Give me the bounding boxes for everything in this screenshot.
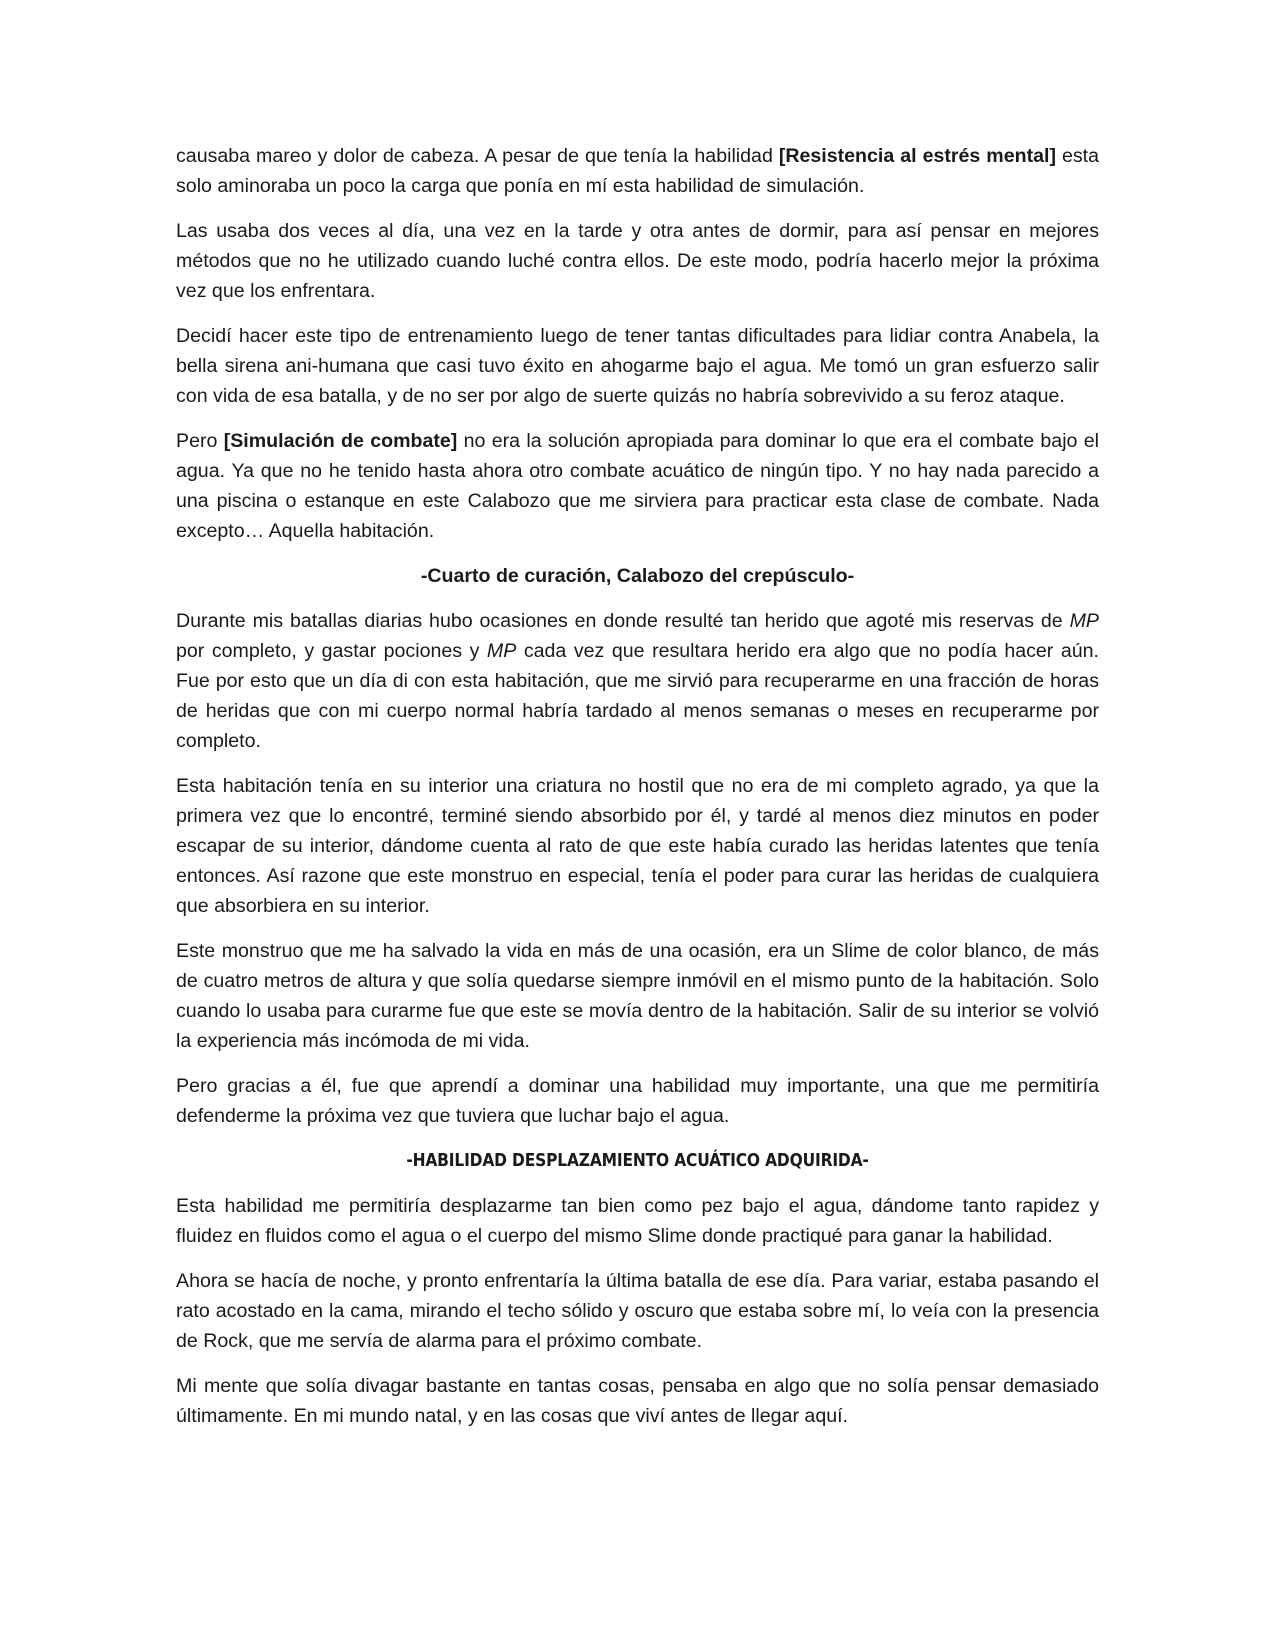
paragraph-9: Esta habilidad me permitiría desplazarme tan bien como pez bajo el agua, dándome tanto rapidez y fluidez en fluidos como el agua o el cuerpo del mismo Slime donde practiqué para ganar la habilidad.: [176, 1195, 1099, 1247]
paragraph-8: Pero gracias a él, fue que aprendí a dominar una habilidad muy importante, una que me permitiría defenderme la próxima vez que tuviera que luchar bajo el agua.: [176, 1075, 1099, 1127]
scene-heading: -Cuarto de curación, Calabozo del crepúsculo-: [420, 565, 855, 587]
skill-name: [Simulación de combate]: [223, 430, 458, 452]
paragraph-10: Ahora se hacía de noche, y pronto enfrentaría la última batalla de ese día. Para variar, estaba pasando el rato acostado en la cama, mirando el techo sólido y oscuro que estaba sobre mí, lo veía con la presencia de Rock, que me servía de alarma para el próximo combate.: [176, 1270, 1099, 1352]
paragraph-7: Este monstruo que me ha salvado la vida en más de una ocasión, era un Slime de color blanco, de más de cuatro metros de altura y que solía quedarse siempre inmóvil en el mismo punto de la habitación. Solo cuando lo usaba para curarme fue que este se movía dentro de la habitación. Salir de su interior se volvió la experiencia más incómoda de mi vida.: [176, 940, 1099, 1052]
paragraph-1: causaba mareo y dolor de cabeza. A pesar de que tenía la habilidad [Resistencia al estrés mental] esta solo aminoraba un poco la carga que ponía en mí esta habilidad de simulación.: [176, 145, 1099, 197]
paragraph-11: Mi mente que solía divagar bastante en tantas cosas, pensaba en algo que no solía pensar demasiado últimamente. En mi mundo natal, y en las cosas que viví antes de llegar aquí.: [176, 1375, 1099, 1427]
skill-acquired-heading: -HABILIDAD DESPLAZAMIENTO ACUÁTICO ADQUIRIDA-: [406, 1150, 869, 1171]
paragraph-4: Pero [Simulación de combate] no era la solución apropiada para dominar lo que era el combate bajo el agua. Ya que no he tenido hasta ahora otro combate acuático de ningún tipo. Y no hay nada parecido a una piscina o estanque en este Calabozo que me sirviera para practicar esta clase de combate. Nada excepto… Aquella habitación.: [176, 430, 1099, 542]
paragraph-2: Las usaba dos veces al día, una vez en la tarde y otra antes de dormir, para así pensar en mejores métodos que no he utilizado cuando luché contra ellos. De este modo, podría hacerlo mejor la próxima vez que los enfrentara.: [176, 220, 1099, 302]
skill-name: [Resistencia al estrés mental]: [778, 145, 1056, 167]
paragraph-6: Esta habitación tenía en su interior una criatura no hostil que no era de mi completo agrado, ya que la primera vez que lo encontré, terminé siendo absorbido por él, y tardé al menos diez minutos en poder escapar de su interior, dándome cuenta al rato de que este había curado las heridas latentes que tenía entonces. Así razone que este monstruo en especial, tenía el poder para curar las heridas de cualquiera que absorbiera en su interior.: [176, 775, 1099, 917]
paragraph-3: Decidí hacer este tipo de entrenamiento luego de tener tantas dificultades para lidiar contra Anabela, la bella sirena ani-humana que casi tuvo éxito en ahogarme bajo el agua. Me tomó un gran esfuerzo salir con vida de esa batalla, y de no ser por algo de suerte quizás no habría sobrevivido a su feroz ataque.: [176, 325, 1099, 407]
paragraph-5: Durante mis batallas diarias hubo ocasiones en donde resulté tan herido que agoté mis reservas de MP por completo, y gastar pociones y MP cada vez que resultara herido era algo que no podía hacer aún. Fue por esto que un día di con esta habitación, que me sirvió para recuperarme en una fracción de horas de heridas que con mi cuerpo normal habría tardado al menos semanas o meses en recuperarme por completo.: [176, 610, 1099, 752]
